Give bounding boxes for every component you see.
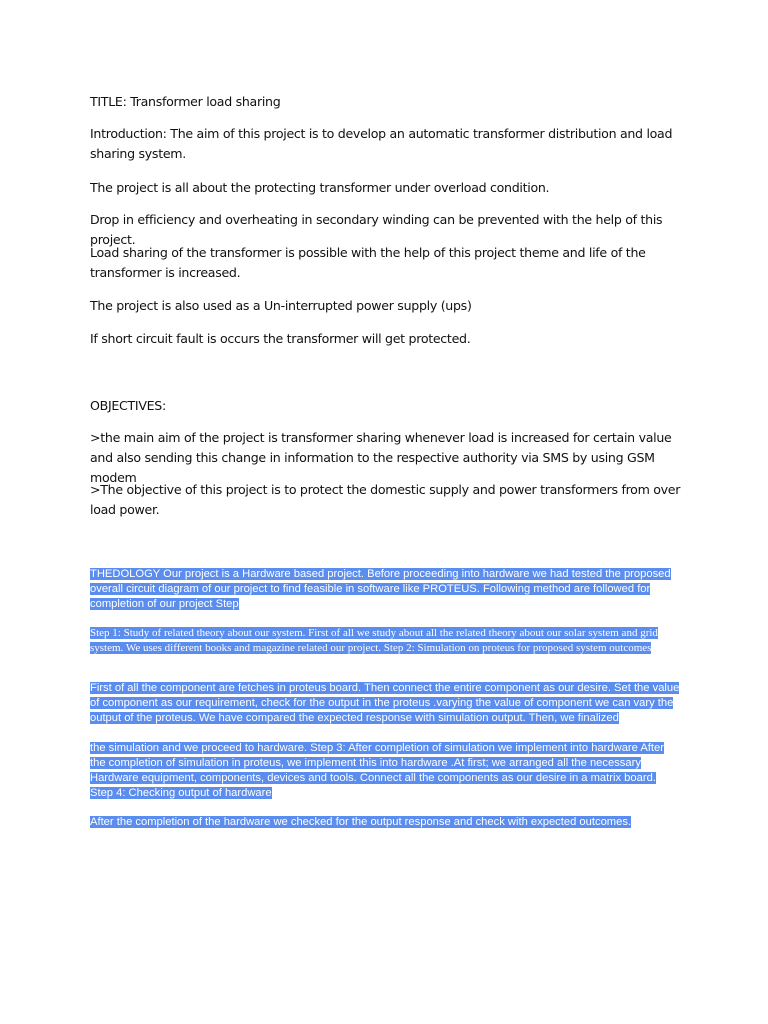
selected-text-span: THEDOLOGY Our project is a Hardware based project. Before proceeding into hardware we had tested the proposed overall circuit diagram of our project to find feasible in software like PROTEUS. Following method are followed for completion of our project Step [90, 568, 671, 610]
paragraph-ups: The project is also used as a Un-interrupted power supply (ups) [90, 298, 472, 313]
selected-text-span: the simulation and we proceed to hardware. Step 3: After completion of simulation we implement into hardware After the completion of simulation in proteus, we implement this into hardware .At first; we arranged all the necessary Hardware equipment, components, devices and tools. Connect all the components as our desire in a matrix board. Step 4: Checking output of hardware [90, 742, 664, 799]
selected-text-step-3[interactable] [90, 741, 682, 801]
selected-text-span: Step 1: Study of related theory about our system. First of all we study about all the related theory about our solar system and grid system. We uses different books and magazine related our project. Step 2: Simulation on proteus for proposed system outcomes [90, 627, 658, 654]
document-title: TITLE: Transformer load sharing [90, 94, 281, 109]
objective-item-2: >The objective of this project is to protect the domestic supply and power transformers from over load power. [90, 482, 681, 517]
paragraph-short-circuit: If short circuit fault is occurs the transformer will get protected. [90, 331, 471, 346]
objectives-heading: OBJECTIVES: [90, 398, 166, 413]
selected-text-span: First of all the component are fetches in proteus board. Then connect the entire component as our desire. Set the value of component as our requirement, check for the output in the proteus .varying the value of component we can vary the output of the proteus. We have compared the expected response with simulation output. Then, we finalized [90, 682, 680, 724]
paragraph-load-sharing: Load sharing of the transformer is possible with the help of this project theme and life of the transformer is increased. [90, 245, 646, 280]
selected-text-methodology[interactable] [90, 567, 682, 612]
selected-text-step-4[interactable] [90, 815, 682, 830]
paragraph-overload: The project is all about the protecting transformer under overload condition. [90, 180, 550, 195]
paragraph-efficiency: Drop in efficiency and overheating in secondary winding can be prevented with the help of this project. [90, 212, 663, 247]
selected-text-components[interactable] [90, 681, 682, 726]
selected-text-span: After the completion of the hardware we checked for the output response and check with expected outcomes. [90, 816, 632, 828]
selected-text-step-1[interactable] [90, 626, 682, 656]
objective-item-1: >the main aim of the project is transformer sharing whenever load is increased for certain value and also sending this change in information to the respective authority via SMS by using GSM modem [90, 430, 672, 485]
introduction-paragraph: Introduction: The aim of this project is to develop an automatic transformer distribution and load sharing system. [90, 126, 673, 161]
